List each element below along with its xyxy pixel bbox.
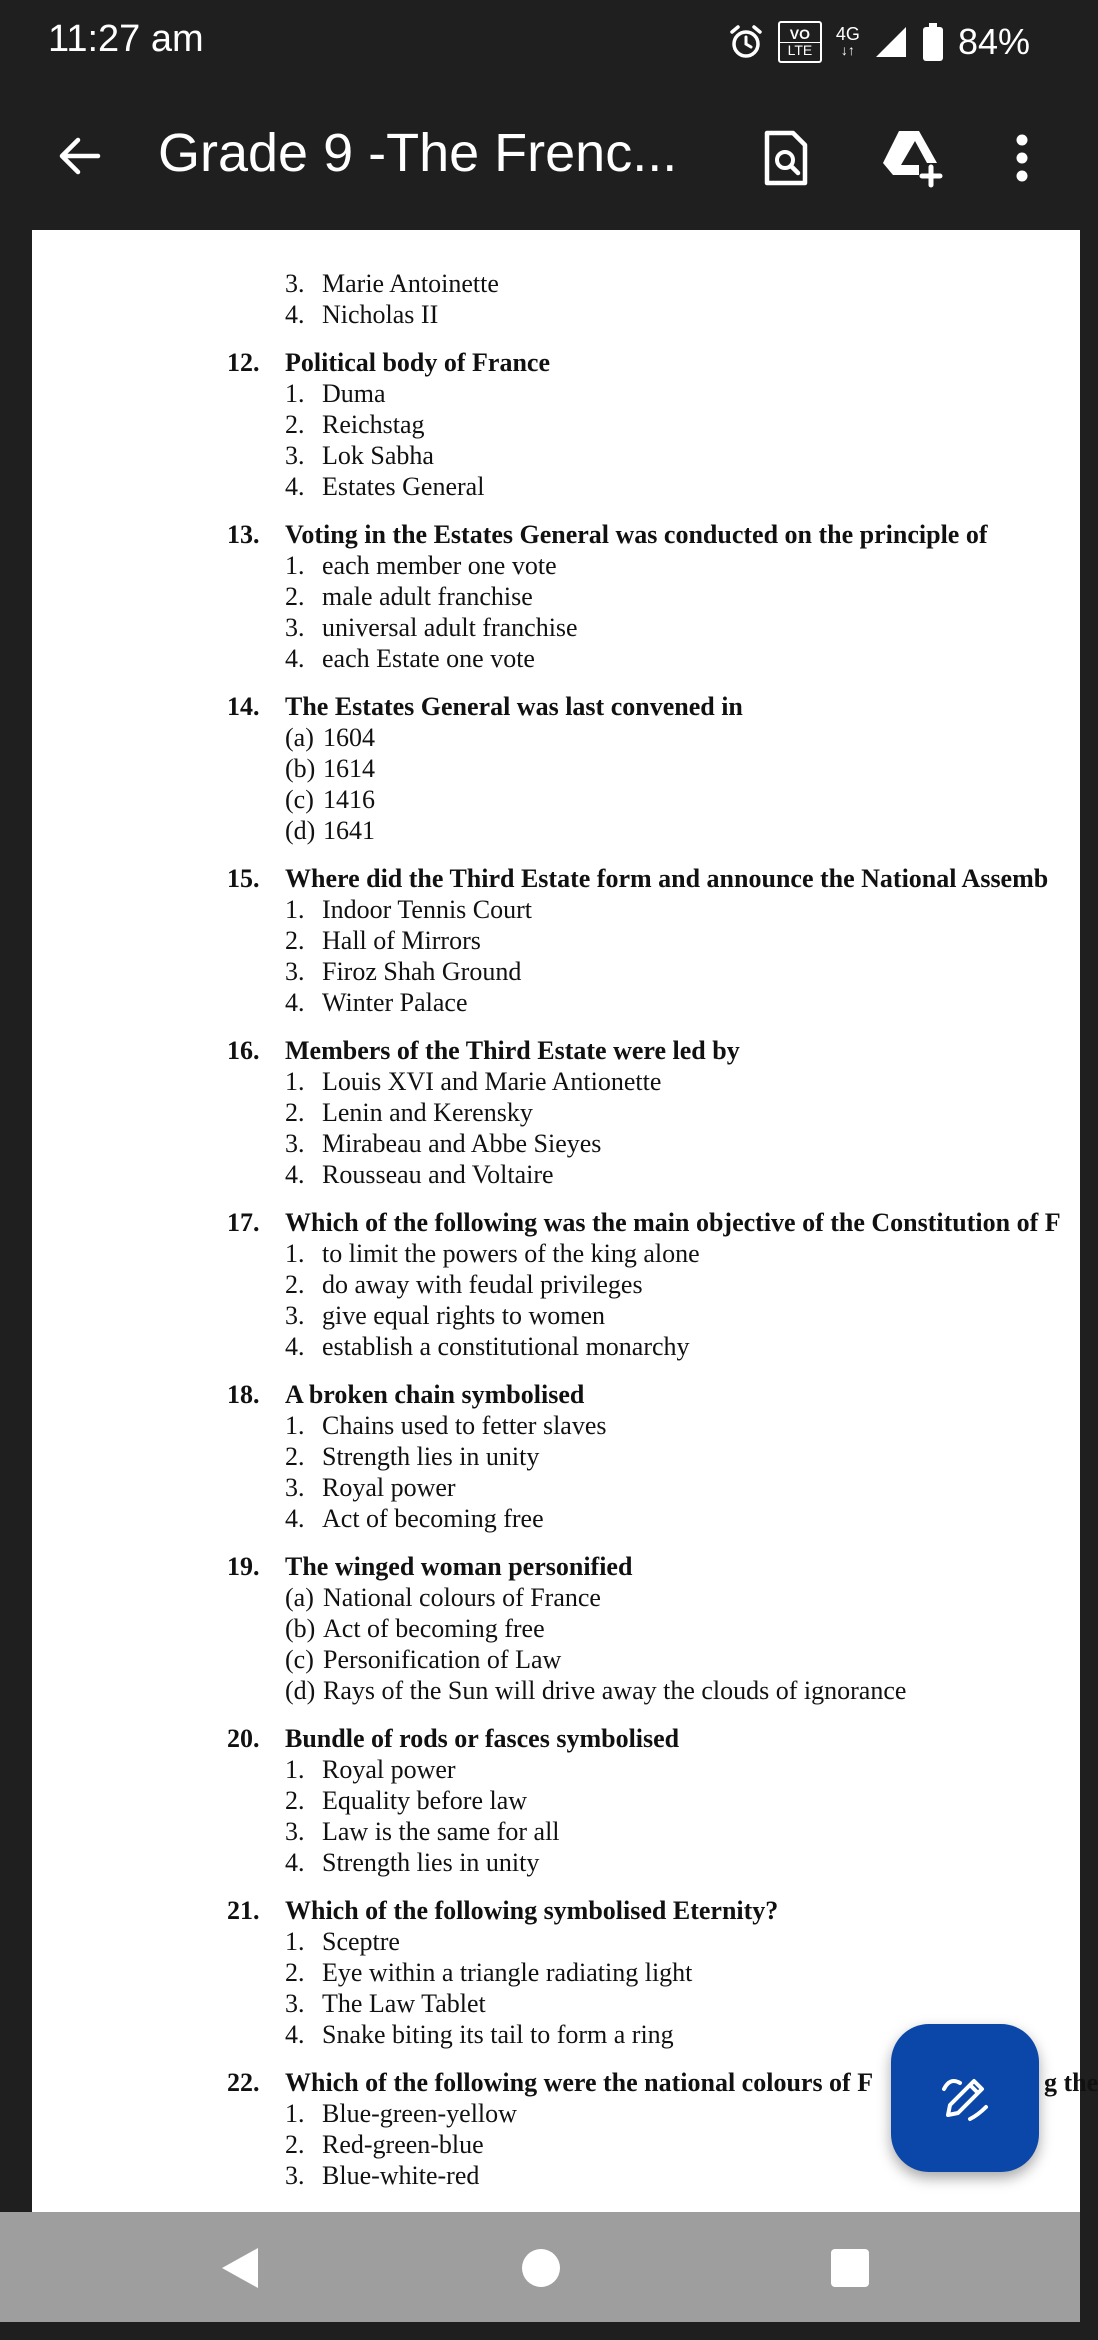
- option-number: 2.: [285, 1786, 305, 1815]
- question-text: A broken chain symbolised: [285, 1380, 585, 1409]
- option-text: Indoor Tennis Court: [322, 895, 533, 924]
- question-number: 22.: [227, 2068, 260, 2097]
- option-text: Estates General: [322, 472, 485, 501]
- option-text: Firoz Shah Ground: [322, 957, 522, 986]
- option-number: 3.: [285, 441, 305, 470]
- option-number: 2.: [285, 2130, 305, 2159]
- option-text: Royal power: [322, 1473, 456, 1502]
- network-type-label: 4G: [835, 24, 860, 44]
- option-text: Act of becoming free: [323, 1614, 545, 1643]
- option-text: Royal power: [322, 1755, 456, 1784]
- option-number: (c): [285, 785, 314, 814]
- option-text: male adult franchise: [322, 582, 533, 611]
- document-page[interactable]: [32, 230, 1098, 2212]
- option-text: The Law Tablet: [322, 1989, 486, 2018]
- find-in-page-icon: [761, 129, 811, 187]
- nav-recents-icon: [829, 2247, 871, 2289]
- option-number: 3.: [285, 1817, 305, 1846]
- add-to-drive-button[interactable]: [874, 120, 950, 196]
- app-bar: [0, 84, 1080, 230]
- nav-home-button[interactable]: [511, 2238, 571, 2298]
- option-text: do away with feudal privileges: [322, 1270, 643, 1299]
- question-text: Which of the following symbolised Eternity?: [285, 1896, 779, 1925]
- option-number: 4.: [285, 1160, 305, 1189]
- option-number: 4.: [285, 644, 305, 673]
- option-text: Snake biting its tail to form a ring: [322, 2020, 674, 2049]
- status-bar: [0, 0, 1080, 84]
- option-number: 2.: [285, 1098, 305, 1127]
- signal-icon: [874, 25, 908, 59]
- option-number: 3.: [285, 1301, 305, 1330]
- option-text: each Estate one vote: [322, 644, 535, 673]
- option-text: Blue-green-yellow: [322, 2099, 517, 2128]
- alarm-icon: [728, 24, 764, 60]
- option-text: National colours of France: [323, 1583, 601, 1612]
- option-number: 3.: [285, 2161, 305, 2190]
- option-text: Marie Antoinette: [322, 269, 499, 298]
- option-text: 1604: [323, 723, 375, 752]
- option-number: 1.: [285, 1239, 305, 1268]
- option-number: 1.: [285, 1067, 305, 1096]
- question-text: The winged woman personified: [285, 1552, 633, 1581]
- option-number: 2.: [285, 926, 305, 955]
- option-number: (c): [285, 1645, 314, 1674]
- question-number: 16.: [227, 1036, 260, 1065]
- data-arrows-icon: ↓↑: [840, 42, 855, 58]
- add-to-drive-icon: [879, 129, 945, 187]
- question-text: Political body of France: [285, 348, 551, 377]
- option-number: (b): [285, 1614, 316, 1643]
- question-number: 19.: [227, 1552, 260, 1581]
- option-number: 2.: [285, 410, 305, 439]
- option-number: (d): [285, 1676, 316, 1705]
- option-text: Hall of Mirrors: [322, 926, 481, 955]
- option-number: (a): [285, 723, 314, 752]
- option-text: 1641: [323, 816, 375, 845]
- navigation-bar: [0, 2212, 1080, 2322]
- question-number: 17.: [227, 1208, 260, 1237]
- option-text: Law is the same for all: [322, 1817, 560, 1846]
- option-text: Lenin and Kerensky: [322, 1098, 533, 1127]
- option-number: 3.: [285, 269, 305, 298]
- question-text: Which of the following was the main objective of the Constitution of F: [285, 1208, 1061, 1237]
- option-number: 2.: [285, 1958, 305, 1987]
- option-text: give equal rights to women: [322, 1301, 606, 1330]
- option-number: 1.: [285, 1927, 305, 1956]
- more-options-button[interactable]: [984, 120, 1060, 196]
- question-number: 13.: [227, 520, 260, 549]
- question-number: 20.: [227, 1724, 260, 1753]
- question-text: Which of the following were the national colours of F: [285, 2068, 874, 2097]
- question-text: Bundle of rods or fasces symbolised: [285, 1724, 680, 1753]
- question-text: The Estates General was last convened in: [285, 692, 743, 721]
- option-number: 4.: [285, 472, 305, 501]
- document-title: Grade 9 -The Frenc...: [158, 123, 678, 183]
- option-number: (d): [285, 816, 316, 845]
- option-text: Blue-white-red: [322, 2161, 480, 2190]
- option-number: 2.: [285, 1442, 305, 1471]
- battery-percent: 84%: [957, 21, 1030, 62]
- option-text: Mirabeau and Abbe Sieyes: [322, 1129, 602, 1158]
- option-text: Strength lies in unity: [322, 1848, 540, 1877]
- option-number: 1.: [285, 1411, 305, 1440]
- option-text: universal adult franchise: [322, 613, 578, 642]
- option-text: Red-green-blue: [322, 2130, 484, 2159]
- question-number: 12.: [227, 348, 260, 377]
- option-text: Strength lies in unity: [322, 1442, 540, 1471]
- option-text: to limit the powers of the king alone: [322, 1239, 700, 1268]
- option-text: Eye within a triangle radiating light: [322, 1958, 693, 1987]
- option-number: (a): [285, 1583, 314, 1612]
- option-number: 3.: [285, 1129, 305, 1158]
- find-in-page-button[interactable]: [748, 120, 824, 196]
- option-number: 2.: [285, 582, 305, 611]
- option-text: Rays of the Sun will drive away the clouds of ignorance: [323, 1676, 907, 1705]
- option-number: 3.: [285, 613, 305, 642]
- volte-bottom-label: LTE: [780, 42, 820, 58]
- option-number: 4.: [285, 2020, 305, 2049]
- option-text: Louis XVI and Marie Antionette: [322, 1067, 662, 1096]
- question-number: 18.: [227, 1380, 260, 1409]
- question-number: 14.: [227, 692, 260, 721]
- option-text: Sceptre: [322, 1927, 400, 1956]
- 4g-icon: [836, 26, 860, 58]
- gesture-strip: [0, 2322, 1080, 2340]
- option-number: 4.: [285, 988, 305, 1017]
- volte-icon: [778, 21, 822, 63]
- question-text-trailing: g the: [1044, 2068, 1098, 2097]
- question-number: 15.: [227, 864, 260, 893]
- volte-top-label: VO: [789, 25, 811, 42]
- back-button[interactable]: [44, 120, 116, 192]
- option-text: 1416: [323, 785, 375, 814]
- option-number: 1.: [285, 895, 305, 924]
- option-number: 1.: [285, 551, 305, 580]
- option-text: Winter Palace: [322, 988, 468, 1017]
- back-arrow-icon: [56, 132, 104, 180]
- option-number: 1.: [285, 1755, 305, 1784]
- nav-back-button[interactable]: [210, 2238, 270, 2298]
- option-number: 4.: [285, 1332, 305, 1361]
- option-text: Equality before law: [322, 1786, 528, 1815]
- option-text: Duma: [322, 379, 386, 408]
- option-number: 3.: [285, 1473, 305, 1502]
- option-text: Chains used to fetter slaves: [322, 1411, 607, 1440]
- question-number: 21.: [227, 1896, 260, 1925]
- status-time: 11:27 am: [48, 18, 204, 60]
- option-number: 1.: [285, 379, 305, 408]
- option-number: 4.: [285, 1504, 305, 1533]
- option-number: 4.: [285, 300, 305, 329]
- battery-icon: [922, 23, 944, 61]
- edit-fab[interactable]: [891, 2024, 1039, 2172]
- option-number: 2.: [285, 1270, 305, 1299]
- option-number: 1.: [285, 2099, 305, 2128]
- option-text: Rousseau and Voltaire: [322, 1160, 554, 1189]
- option-text: Personification of Law: [323, 1645, 562, 1674]
- option-text: Reichstag: [322, 410, 425, 439]
- question-text: Voting in the Estates General was conducted on the principle of: [285, 520, 988, 549]
- nav-back-icon: [218, 2244, 262, 2292]
- question-text: Members of the Third Estate were led by: [285, 1036, 740, 1065]
- status-icons: [728, 16, 1030, 68]
- edit-icon: [934, 2067, 996, 2129]
- question-text: Where did the Third Estate form and announce the National Assemb: [285, 864, 1049, 893]
- option-number: 3.: [285, 957, 305, 986]
- option-text: 1614: [323, 754, 375, 783]
- nav-home-icon: [519, 2246, 563, 2290]
- option-number: (b): [285, 754, 316, 783]
- option-text: Lok Sabha: [322, 441, 434, 470]
- option-text: Act of becoming free: [322, 1504, 544, 1533]
- option-text: Nicholas II: [322, 300, 439, 329]
- option-text: establish a constitutional monarchy: [322, 1332, 690, 1361]
- option-text: each member one vote: [322, 551, 557, 580]
- more-vert-icon: [1012, 133, 1032, 183]
- nav-recents-button[interactable]: [820, 2238, 880, 2298]
- option-number: 4.: [285, 1848, 305, 1877]
- option-number: 3.: [285, 1989, 305, 2018]
